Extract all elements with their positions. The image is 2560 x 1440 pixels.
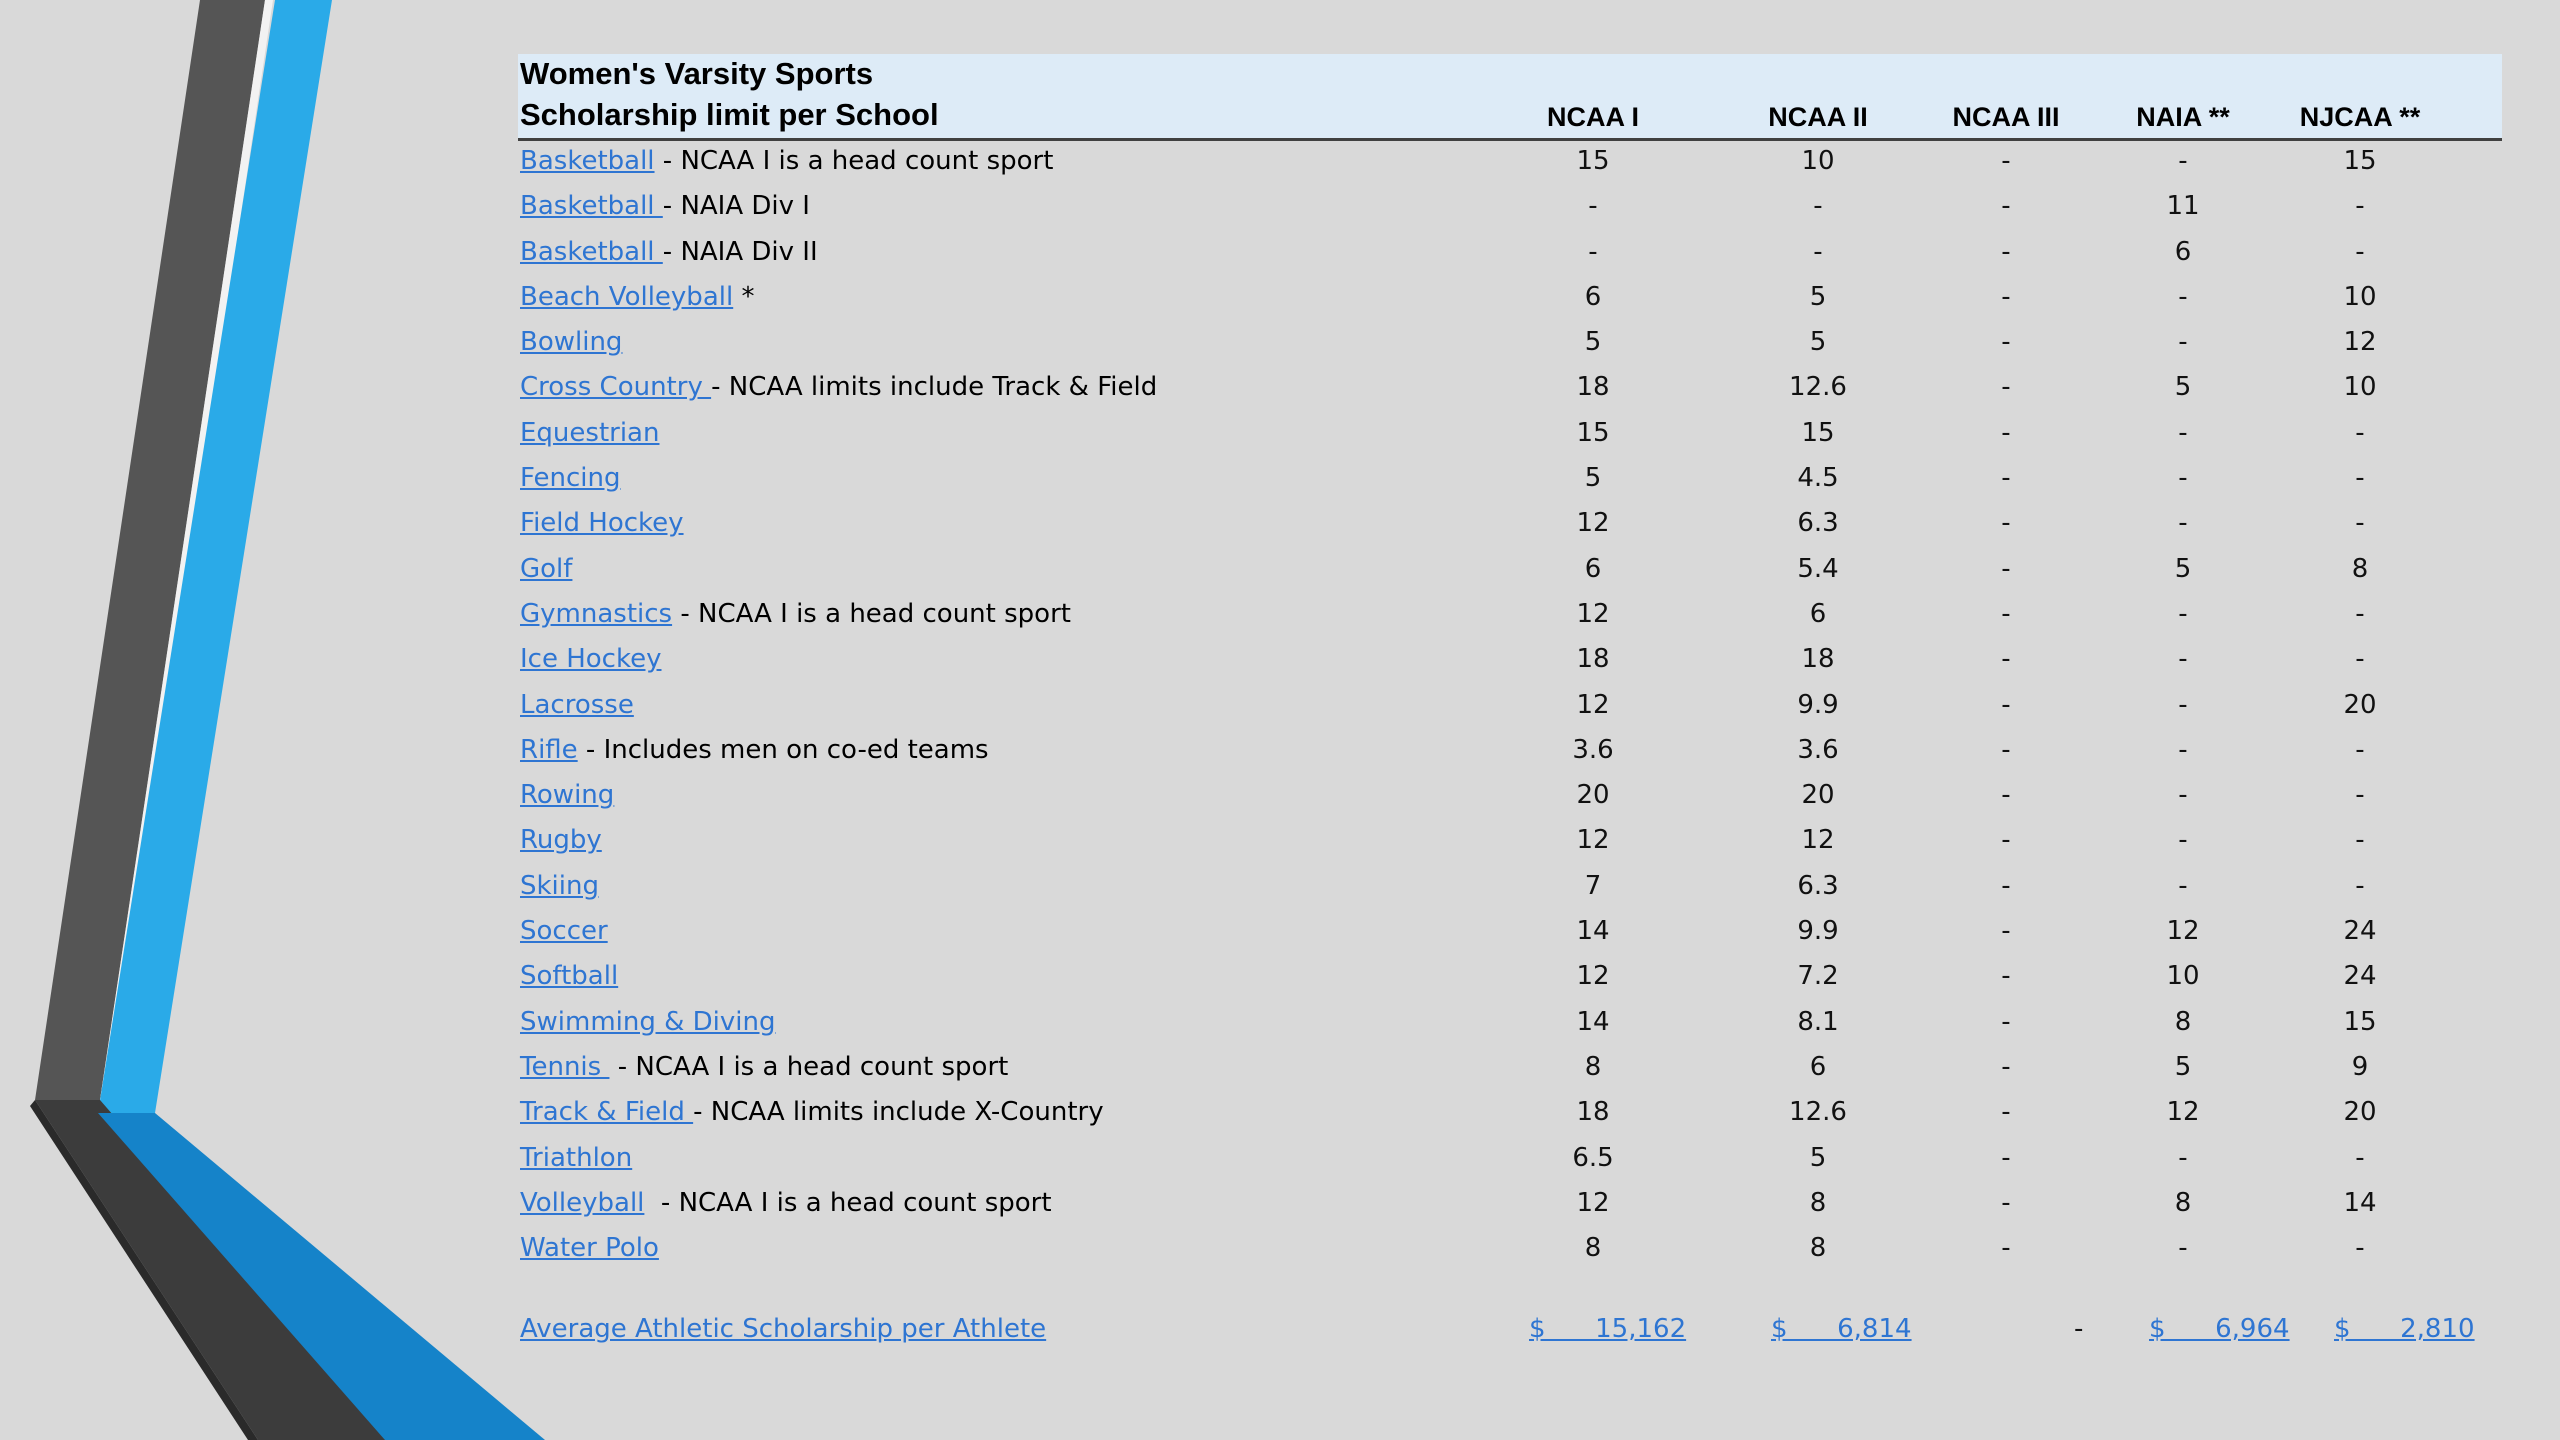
table-row <box>518 866 2502 911</box>
sport-note: - NCAA I is a head count sport <box>609 1051 1009 1082</box>
average-scholarship-link[interactable]: Average Athletic Scholarship per Athlete <box>520 1314 1047 1344</box>
value-ncaa-1: 14 <box>1576 916 1610 947</box>
value-ncaa-3: - <box>2001 1187 2011 1218</box>
table-row <box>518 1183 2502 1228</box>
value-njcaa: 24 <box>2343 916 2377 947</box>
table-row <box>518 413 2502 458</box>
sport-cell <box>520 1143 632 1173</box>
value-ncaa-1: 12 <box>1576 689 1610 720</box>
value-naia: 11 <box>2166 191 2200 222</box>
value-ncaa-3: - <box>2001 372 2011 403</box>
value-ncaa-3: - <box>2001 961 2011 992</box>
sport-note: - NAIA Div I <box>662 191 810 222</box>
value-ncaa-1: 12 <box>1576 825 1610 856</box>
value-naia: 8 <box>2174 1006 2192 1037</box>
sport-cell <box>520 372 1157 402</box>
table-body <box>518 141 2502 1273</box>
sport-cell <box>520 916 608 946</box>
sport-note: - NCAA limits include X-Country <box>693 1097 1104 1128</box>
sport-link[interactable]: Golf <box>520 553 573 584</box>
sport-note: - NAIA Div II <box>662 236 818 267</box>
value-ncaa-1: 7 <box>1584 870 1602 901</box>
value-ncaa-1: 8 <box>1584 1233 1602 1264</box>
value-ncaa-3: - <box>2001 1142 2011 1173</box>
sport-cell <box>520 871 599 901</box>
value-ncaa-2: 5.4 <box>1797 553 1839 584</box>
sport-link[interactable]: Rowing <box>520 780 615 811</box>
sport-cell <box>520 599 1071 629</box>
table-row <box>518 911 2502 956</box>
average-ncaa-1-link[interactable]: $ 15,162 <box>1529 1314 1687 1344</box>
value-ncaa-2: 10 <box>1801 146 1835 176</box>
sport-cell <box>520 644 662 674</box>
sport-link[interactable]: Ice Hockey <box>520 644 662 675</box>
table-row <box>518 775 2502 820</box>
column-header-ncaa-3: NCAA III <box>1952 102 2060 132</box>
value-njcaa: 15 <box>2343 1006 2377 1037</box>
value-ncaa-3: - <box>2001 916 2011 947</box>
value-ncaa-2: 6.3 <box>1797 870 1839 901</box>
value-njcaa: - <box>2355 236 2365 267</box>
column-header-naia: NAIA ** <box>2136 102 2230 132</box>
sport-link[interactable]: Triathlon <box>520 1142 633 1173</box>
table-row <box>518 1228 2502 1273</box>
sport-cell <box>520 961 618 991</box>
value-ncaa-1: 5 <box>1584 463 1602 494</box>
value-njcaa: 10 <box>2343 281 2377 312</box>
table-row <box>518 232 2502 277</box>
value-ncaa-1: 18 <box>1576 1097 1610 1128</box>
value-ncaa-1: 6.5 <box>1572 1142 1614 1173</box>
value-ncaa-2: 9.9 <box>1797 689 1839 720</box>
value-njcaa: 8 <box>2351 553 2369 584</box>
value-njcaa: 20 <box>2343 689 2377 720</box>
value-ncaa-3: - <box>2001 1006 2011 1037</box>
sport-link[interactable]: Skiing <box>520 870 599 901</box>
value-ncaa-2: 6.3 <box>1797 508 1839 539</box>
value-ncaa-2: 12 <box>1801 825 1835 856</box>
value-naia: - <box>2178 508 2188 539</box>
value-ncaa-1: 12 <box>1576 508 1610 539</box>
value-ncaa-2: - <box>1813 236 1823 267</box>
sport-link[interactable]: Basketball <box>520 146 655 176</box>
sport-cell <box>520 1188 1052 1218</box>
sport-link[interactable]: Basketball <box>520 191 663 222</box>
value-ncaa-3: - <box>2001 825 2011 856</box>
sport-link[interactable]: Gymnastics <box>520 598 673 629</box>
column-header-ncaa-1: NCAA I <box>1547 102 1639 132</box>
value-ncaa-2: 12.6 <box>1789 1097 1847 1128</box>
value-ncaa-2: 4.5 <box>1797 463 1839 494</box>
value-ncaa-2: 8.1 <box>1797 1006 1839 1037</box>
value-njcaa: - <box>2355 598 2365 629</box>
value-naia: - <box>2178 780 2188 811</box>
value-ncaa-2: 5 <box>1809 281 1827 312</box>
value-naia: 8 <box>2174 1187 2192 1218</box>
sport-cell <box>520 282 754 312</box>
value-ncaa-1: 8 <box>1584 1051 1602 1082</box>
table-row <box>518 141 2502 186</box>
value-ncaa-3: - <box>2001 191 2011 222</box>
sport-cell <box>520 327 622 357</box>
value-ncaa-3: - <box>2001 644 2011 675</box>
scholarship-table <box>518 54 2502 1344</box>
value-naia: 10 <box>2166 961 2200 992</box>
table-row <box>518 730 2502 775</box>
sport-cell <box>520 418 659 448</box>
value-naia: - <box>2178 644 2188 675</box>
sport-note: - NCAA limits include Track & Field <box>711 372 1158 403</box>
value-ncaa-2: 15 <box>1801 417 1835 448</box>
value-ncaa-3: - <box>2001 463 2011 494</box>
value-njcaa: 12 <box>2343 327 2377 358</box>
value-ncaa-1: 15 <box>1576 146 1610 176</box>
value-ncaa-3: - <box>2001 870 2011 901</box>
value-naia: - <box>2178 598 2188 629</box>
sport-cell <box>520 146 1053 176</box>
value-ncaa-3: - <box>2001 689 2011 720</box>
sport-link[interactable]: Track & Field <box>520 1097 694 1128</box>
value-ncaa-1: 5 <box>1584 327 1602 358</box>
value-naia: 5 <box>2174 553 2192 584</box>
value-njcaa: - <box>2355 1142 2365 1173</box>
value-naia: - <box>2178 463 2188 494</box>
value-naia: - <box>2178 327 2188 358</box>
sport-link[interactable]: Rifle <box>520 734 578 765</box>
value-ncaa-1: 12 <box>1576 598 1610 629</box>
sport-link[interactable]: Rugby <box>520 825 602 856</box>
table-row <box>518 186 2502 231</box>
value-ncaa-1: 12 <box>1576 1187 1610 1218</box>
value-ncaa-3: - <box>2001 417 2011 448</box>
value-njcaa: 24 <box>2343 961 2377 992</box>
sport-link[interactable]: Fencing <box>520 463 621 494</box>
value-naia: - <box>2178 146 2188 176</box>
sport-note: - NCAA I is a head count sport <box>654 146 1054 176</box>
value-naia: 5 <box>2174 372 2192 403</box>
value-ncaa-1: 18 <box>1576 644 1610 675</box>
sport-link[interactable]: Equestrian <box>520 417 660 448</box>
value-ncaa-3: - <box>2001 553 2011 584</box>
value-njcaa: 10 <box>2343 372 2377 403</box>
sport-link[interactable]: Cross Country <box>520 372 712 403</box>
value-ncaa-3: - <box>2001 734 2011 765</box>
value-ncaa-3: - <box>2001 327 2011 358</box>
value-ncaa-2: 20 <box>1801 780 1835 811</box>
sport-cell <box>520 780 614 810</box>
sport-link[interactable]: Volleyball <box>520 1187 645 1218</box>
value-naia: 12 <box>2166 1097 2200 1128</box>
value-ncaa-3: - <box>2001 1051 2011 1082</box>
value-naia: - <box>2178 281 2188 312</box>
value-ncaa-3: - <box>2001 146 2011 176</box>
sport-cell <box>520 554 572 584</box>
value-ncaa-2: 6 <box>1809 598 1827 629</box>
sport-cell <box>520 1052 1008 1082</box>
value-naia: - <box>2178 689 2188 720</box>
value-naia: - <box>2178 870 2188 901</box>
value-naia: 5 <box>2174 1051 2192 1082</box>
value-njcaa: 20 <box>2343 1097 2377 1128</box>
value-ncaa-1: - <box>1588 191 1598 222</box>
value-njcaa: - <box>2355 191 2365 222</box>
value-ncaa-2: 18 <box>1801 644 1835 675</box>
table-row <box>518 549 2502 594</box>
value-njcaa: - <box>2355 644 2365 675</box>
table-row <box>518 639 2502 684</box>
sport-cell <box>520 508 684 538</box>
sport-link[interactable]: Beach Volleyball <box>520 281 734 312</box>
column-header-njcaa: NJCAA ** <box>2299 102 2421 132</box>
value-njcaa: - <box>2355 780 2365 811</box>
sport-note: - NCAA I is a head count sport <box>672 598 1071 629</box>
sport-cell <box>520 463 621 493</box>
table-row <box>518 367 2502 412</box>
value-njcaa: - <box>2355 417 2365 448</box>
value-ncaa-1: 14 <box>1576 1006 1610 1037</box>
value-ncaa-3: - <box>2001 598 2011 629</box>
value-naia: - <box>2178 1142 2188 1173</box>
table-row <box>518 956 2502 1001</box>
average-njcaa-link[interactable]: $ 2,810 <box>2334 1314 2475 1344</box>
sport-cell <box>520 690 634 720</box>
sport-cell <box>520 825 602 855</box>
value-njcaa: - <box>2355 870 2365 901</box>
sport-cell <box>520 735 989 765</box>
value-ncaa-1: 18 <box>1576 372 1610 403</box>
sport-note: - Includes men on co-ed teams <box>577 734 989 765</box>
value-ncaa-2: 8 <box>1809 1233 1827 1264</box>
table-row <box>518 594 2502 639</box>
sport-note: - NCAA I is a head count sport <box>644 1187 1052 1218</box>
value-naia: - <box>2178 825 2188 856</box>
value-ncaa-2: 5 <box>1809 1142 1827 1173</box>
value-naia: - <box>2178 1233 2188 1264</box>
table-row <box>518 1092 2502 1137</box>
sport-cell <box>520 1233 659 1263</box>
value-ncaa-1: 3.6 <box>1572 734 1614 765</box>
average-ncaa-2-link[interactable]: $ 6,814 <box>1771 1314 1912 1344</box>
value-njcaa: - <box>2355 508 2365 539</box>
value-njcaa: - <box>2355 734 2365 765</box>
table-row <box>518 1002 2502 1047</box>
value-ncaa-3: - <box>2001 1233 2011 1264</box>
value-ncaa-2: 3.6 <box>1797 734 1839 765</box>
value-naia: 6 <box>2174 236 2192 267</box>
table-row <box>518 1047 2502 1092</box>
value-ncaa-3: - <box>2001 1097 2011 1128</box>
value-ncaa-3: - <box>2001 236 2011 267</box>
value-ncaa-1: 6 <box>1584 553 1602 584</box>
value-ncaa-2: 5 <box>1809 327 1827 358</box>
sport-cell <box>520 1097 1104 1127</box>
average-naia-link[interactable]: $ 6,964 <box>2149 1314 2290 1344</box>
value-njcaa: - <box>2355 825 2365 856</box>
sport-cell <box>520 1007 776 1037</box>
table-row <box>518 458 2502 503</box>
value-ncaa-2: 7.2 <box>1797 961 1839 992</box>
value-njcaa: 14 <box>2343 1187 2377 1218</box>
table-row <box>518 322 2502 367</box>
value-ncaa-2: - <box>1813 191 1823 222</box>
value-ncaa-3: - <box>2001 281 2011 312</box>
value-ncaa-2: 9.9 <box>1797 916 1839 947</box>
column-header-ncaa-2: NCAA II <box>1768 102 1868 132</box>
value-naia: - <box>2178 734 2188 765</box>
sport-cell <box>520 237 818 267</box>
value-ncaa-2: 6 <box>1809 1051 1827 1082</box>
value-njcaa: 15 <box>2343 146 2377 176</box>
table-row <box>518 1138 2502 1183</box>
table-header <box>518 54 2502 141</box>
sport-link[interactable]: Bowling <box>520 327 623 358</box>
value-ncaa-1: - <box>1588 236 1598 267</box>
value-njcaa: - <box>2355 1233 2365 1264</box>
sport-note: * <box>733 281 755 312</box>
table-row <box>518 503 2502 548</box>
sport-link[interactable]: Soccer <box>520 916 608 947</box>
value-njcaa: - <box>2355 463 2365 494</box>
value-ncaa-1: 12 <box>1576 961 1610 992</box>
value-ncaa-3: - <box>2001 508 2011 539</box>
table-subtitle: Scholarship limit per School <box>520 97 939 132</box>
average-ncaa-3-value: - <box>2074 1314 2084 1344</box>
table-row <box>518 820 2502 865</box>
sport-link[interactable]: Tennis <box>520 1051 610 1082</box>
sport-link[interactable]: Field Hockey <box>520 508 684 539</box>
average-row <box>518 1308 2502 1358</box>
sport-link[interactable]: Swimming & Diving <box>520 1006 776 1037</box>
sport-link[interactable]: Basketball <box>520 236 663 267</box>
value-njcaa: 9 <box>2351 1051 2369 1082</box>
sport-cell <box>520 191 810 221</box>
value-ncaa-1: 6 <box>1584 281 1602 312</box>
value-ncaa-2: 12.6 <box>1789 372 1847 403</box>
value-naia: - <box>2178 417 2188 448</box>
table-row <box>518 685 2502 730</box>
sport-link[interactable]: Lacrosse <box>520 689 634 720</box>
table-title: Women's Varsity Sports <box>520 56 874 91</box>
value-naia: 12 <box>2166 916 2200 947</box>
value-ncaa-1: 15 <box>1576 417 1610 448</box>
value-ncaa-2: 8 <box>1809 1187 1827 1218</box>
value-ncaa-3: - <box>2001 780 2011 811</box>
sport-link[interactable]: Softball <box>520 961 619 992</box>
sport-link[interactable]: Water Polo <box>520 1233 659 1264</box>
table-row <box>518 277 2502 322</box>
value-ncaa-1: 20 <box>1576 780 1610 811</box>
